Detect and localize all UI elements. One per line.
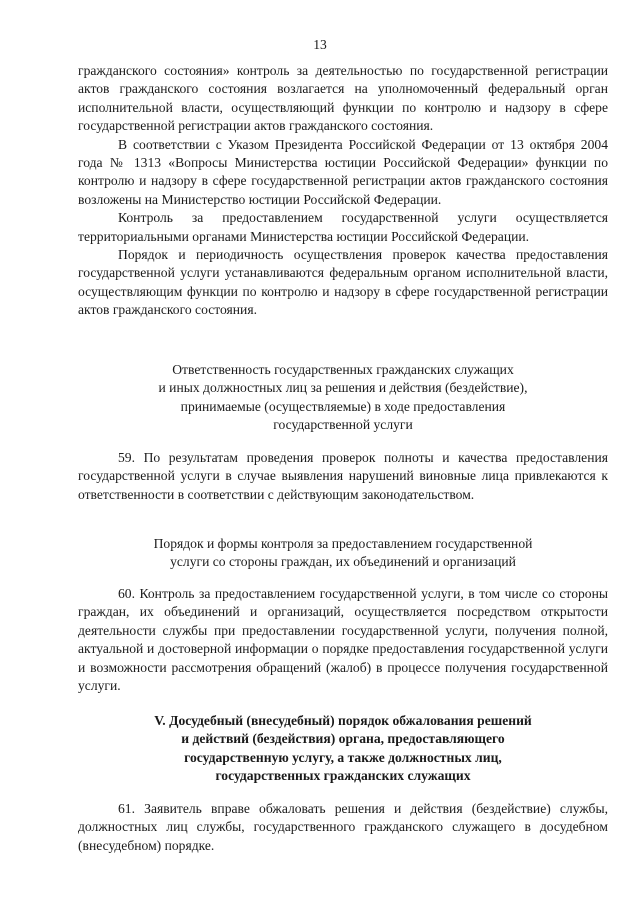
paragraph-59: 59. По результатам проведения проверок полноты и качества предоставления государственной услуги в случае выявления нарушений виновные лица привлекаются к ответственности в соответствии с действующим законодательством. bbox=[78, 450, 608, 502]
section-60 bbox=[78, 585, 608, 695]
paragraph-territorial-control: Контроль за предоставлением государственной услуги осуществляется территориальными органами Министерства юстиции Российской Федерации. bbox=[78, 210, 608, 244]
heading-responsibility bbox=[78, 361, 608, 435]
paragraph-60: 60. Контроль за предоставлением государственной услуги, в том числе со стороны граждан, их объединений и организаций, осуществляется посредством открытости деятельности службы при предоставлении государственной услуги, получения полной, актуальной и достоверной информации о порядке предоставления государственной услуги и возможности рассмотрения обращений (жалоб) в процессе получения государственной услуги. bbox=[78, 586, 608, 694]
heading-line: государственных гражданских служащих bbox=[215, 768, 471, 784]
section-59 bbox=[78, 449, 608, 504]
heading-section-v bbox=[78, 712, 608, 786]
heading-control-forms bbox=[78, 535, 608, 572]
paragraph-inspection-order: Порядок и периодичность осуществления проверок качества предоставления государственной услуги устанавливаются федеральным органом исполнительной власти, осуществляющим функции по контролю и надзору в сфере государственной регистрации актов гражданского состояния. bbox=[78, 247, 608, 318]
intro-section bbox=[78, 62, 608, 320]
page-number: 13 bbox=[313, 37, 327, 52]
heading-line: Порядок и формы контроля за предоставлением государственной bbox=[153, 536, 533, 551]
section-61 bbox=[78, 800, 608, 855]
heading-line: принимаемые (осуществляемые) в ходе предоставления bbox=[180, 398, 506, 414]
heading-line: и действий (бездействия) органа, предоставляющего bbox=[181, 731, 505, 747]
heading-line: и иных должностных лиц за решения и действия (бездействие), bbox=[158, 380, 528, 396]
heading-line: государственной услуги bbox=[273, 417, 413, 433]
paragraph-continuation: гражданского состояния» контроль за деятельностью по государственной регистрации актов гражданского состояния возлагается на уполномоченный федеральный орган исполнительной власти, осуществляющий функции по контролю и надзору в сфере государственной регистрации актов гражданского состояния. bbox=[78, 63, 608, 134]
heading-line: услуги со стороны граждан, их объединений и организаций bbox=[170, 554, 516, 570]
paragraph-61: 61. Заявитель вправе обжаловать решения и действия (бездействие) службы, должностных лиц службы, государственного гражданского служащего в досудебном (внесудебном) порядке. bbox=[78, 801, 608, 853]
heading-line: Ответственность государственных гражданских служащих bbox=[172, 362, 514, 377]
paragraph-ukaz: В соответствии с Указом Президента Российской Федерации от 13 октября 2004 года № 1313 «Вопросы Министерства юстиции Российской Федерации» функции по контролю и надзору в сфере государственной регистрации актов гражданского состояния возложены на Министерство юстиции Российской Федерации. bbox=[78, 136, 608, 207]
heading-line: государственную услугу, а также должностных лиц, bbox=[184, 749, 502, 765]
heading-line: V. Досудебный (внесудебный) порядок обжалования решений bbox=[154, 713, 532, 728]
